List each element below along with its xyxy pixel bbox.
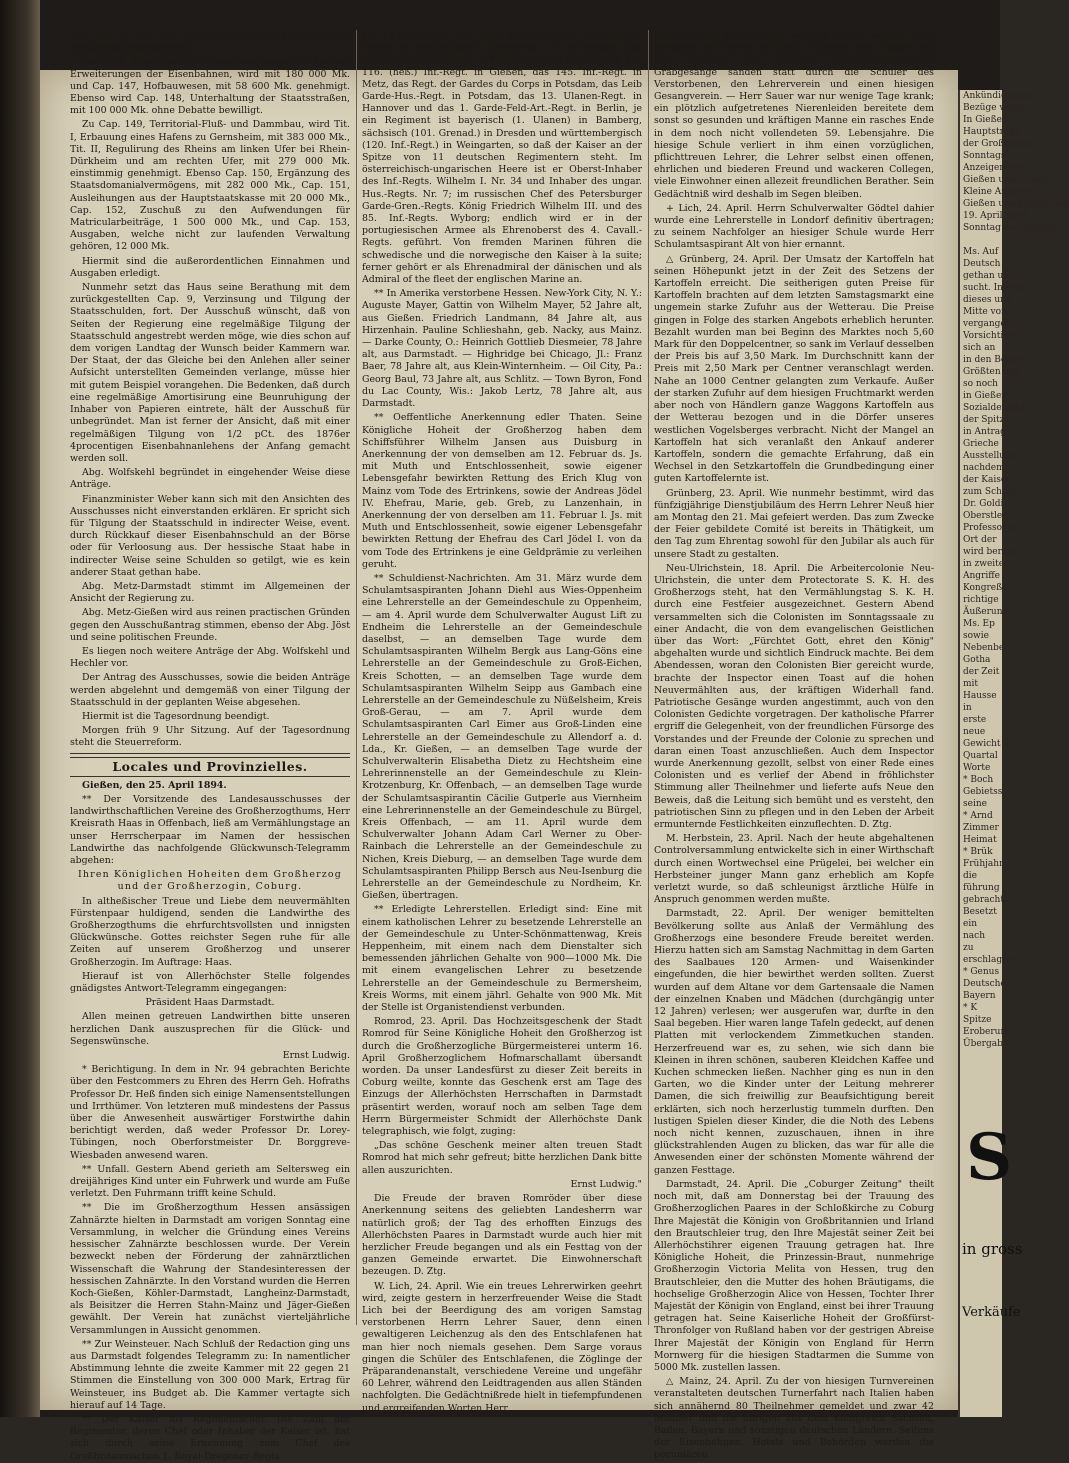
- paragraph: Es liegen noch weitere Anträge der Abg. Wolfskehl und Hechler vor.: [70, 645, 350, 670]
- adjacent-page-fragment: Übergabe: [963, 1039, 1009, 1049]
- paragraph: ** Zur Weinsteuer. Nach Schluß der Redaction ging uns aus Darmstadt folgendes Telegramm zu: In namentlicher Abstimmung lehnte die zweite Kammer mit 22 gegen 21 Stimmen die Einstellung von 300 000 Mark, Ertrag für Weinsteuer, ins Budget ab. Die Kammer vertagte sich hierauf auf 14 Tage.: [70, 1338, 350, 1411]
- section-heading: Locales und Provinzielles.: [112, 758, 308, 774]
- adjacent-page-fragment: Kleine Anzeigen: [963, 187, 1037, 197]
- adjacent-page-fragment: Nebenbei: [963, 643, 1008, 653]
- section-rule: [70, 753, 350, 758]
- paragraph: Der Antrag des Ausschusses, sowie die beiden Anträge werden abgelehnt und demgemäß von einer Tilgung der Staatsschuld in der geplanten Weise abgesehen.: [70, 672, 350, 708]
- adjacent-page-fragment: [960, 234, 1002, 246]
- adjacent-page-fragment: seine: [963, 799, 987, 809]
- adjacent-page-fragment: Kongreß: [963, 583, 1003, 593]
- adjacent-page-fragment: Heimat: [963, 835, 997, 845]
- binding-fold: [0, 0, 40, 1417]
- paragraph: ** In Amerika verstorbene Hessen. New-York City, N. Y.: Auguste Mayer, Gattin von Wilhelm Mayer, 52 Jahre alt, aus Gießen. Friedrich Landmann, 84 Jahre alt, aus Hirzenhain. Pauline Schlieshahn, geb. Nacky, aus Mainz. — Darke County, O.: Heinrich Gottlieb Diesmeier, 78 Jahre alt, aus Darmstadt. — Highridge bei Chicago, Jl.: Franz Baer, 78 Jahre alt, aus Klein-Winternheim. — Oil City, Pa.: Georg Baul, 73 Jahre alt, aus Schlitz. — Town Byron, Fond du Lac County, Wis.: Jakob Lertz, 78 Jahre alt, aus Darmstadt.: [362, 288, 642, 410]
- adjacent-page-fragment: in: [963, 703, 972, 713]
- paragraph: Zu Cap. 149, Territorial-Fluß- und Dammbau, wird Tit. I, Erbauung eines Hafens zu Gernsheim, mit 383 000 Mk., Tit. II, Regulirung des Rheins am linken Ufer bei Rhein-Dürkheim und am rechten Ufer, mit 279 000 Mk. einstimmig genehmigt. Ebenso Cap. 150, Ergänzung des Staatsdomanialvermögens, mit 282 000 Mk., Cap. 151, Ausleihungen aus der Hauptstaatskasse mit 20 000 Mk., Cap. 152, Zuschuß zu den Aufwendungen für Matricularbeiträge, 1 500 000 Mk., und Cap. 153, Ausgaben, welche nicht zur laufenden Verwaltung gehören, 12 000 Mk.: [70, 119, 350, 253]
- adjacent-page-fragment: in zweiter: [963, 559, 1009, 569]
- adjacent-page-fragment: nach: [963, 931, 985, 941]
- adjacent-page-fragment: Deutschen: [963, 979, 1012, 989]
- adjacent-page-fragment: vergangenen: [963, 319, 1023, 329]
- adjacent-page-fragment: neue: [963, 727, 986, 737]
- adjacent-page-fragment: in Antrag: [963, 427, 1006, 437]
- paragraph: * Berichtigung. In dem in Nr. 94 gebrachten Berichte über den Festcommers zu Ehren des Herrn Geh. Hofraths Professor Dr. Heß finden sich einige Namensentstellungen und Irrthümer. Von letzteren muß mindestens der Passus über die Anwesenheit auswärtiger Forstwirthe dahin berichtigt werden, daß weder Professor Dr. Lorey-Tübingen, noch Oberforstmeister Dr. Borggreve-Wiesbaden anwesend waren.: [70, 1064, 350, 1161]
- adjacent-page-fragment: Gotha: [963, 655, 991, 665]
- adjacent-page-fragment: Anzeigen von: [963, 163, 1025, 173]
- paragraph: Erk, Tit. 4 des Cap. von der Berathung abzusetzen, einstimmig angenommen.: [70, 30, 350, 54]
- adjacent-page-fragment: Äußerung: [963, 607, 1009, 617]
- adjacent-page-fragment: Sonntags: [963, 151, 1006, 161]
- adjacent-page-fragment: Ms. Ep: [963, 619, 995, 629]
- adjacent-page-edge: [958, 90, 1069, 1417]
- paragraph: Cap. 146, Vorzügliche Geländeerwerbungen für spätere Erweiterungen der Eisenbahnen, wird mit 180 000 Mk. und Cap. 147, Hofbauwesen, mit 58 600 Mk. genehmigt. Ebenso wird Cap. 148, Unterhaltung der Staatsstraßen, mit 100 000 Mk. ohne Debatte bewilligt.: [70, 56, 350, 117]
- paragraph: W. Lich, 24. April. Wie ein treues Lehrerwirken geehrt wird, zeigte gestern in herzerfreuender Weise die Stadt Lich bei der Beerdigung des am vorigen Samstag verstorbenen Herrn Lehrer Sauer, denn einen gewaltigeren Leichenzug als den des Entschlafenen hat man hier noch niemals gesehen. Dem Sarge voraus gingen die Schüler des Entschlafenen, die Zöglinge der Präparandenanstalt, verschiedene Vereine und ungefähr 60 Lehrer, während den Leidtragenden aus allen Ständen nachfolgten. Die Gedächtnißrede hielt in tiefempfundenen und ergreifenden Worten Herr: [362, 1280, 642, 1414]
- adjacent-page-fragment: Deutsch: [963, 259, 1001, 269]
- adjacent-page-fragment: ein: [963, 919, 978, 929]
- adjacent-page-fragment: Mitte von: [963, 307, 1007, 317]
- adjacent-page-fragment: in den Bezirk: [963, 355, 1024, 365]
- adjacent-page-fragment: Bayern: [963, 991, 996, 1001]
- adjacent-page-fragment: Hausse: [963, 691, 997, 701]
- ad-text: Verkäufe: [962, 1305, 1021, 1320]
- adjacent-page-fragment: In Gießen: [963, 115, 1008, 125]
- paragraph: ** Oeffentliche Anerkennung edler Thaten. Seine Königliche Hoheit der Großherzog haben dem Schiffsführer Wilhelm Jansen aus Duisburg in Anerkennung der von demselben am 12. Februar ds. Js. mit Muth und Entschlossenheit, sowie eigener Lebensgefahr bewirkten Rettung des Erich Klug von Mainz vom Tode des Ertrinkens, sowie der Andreas Jödel IV. Ehefrau, Marie, geb. Greb, zu Lanzenhain, in Anerkennung der von derselben am 11. Februar l. Js. mit Muth und Entschlossenheit, sowie eigener Lebensgefahr bewirkten Rettung der Ehefrau des Carl Jödel I. von da vom Tode des Ertrinkens je eine Geldprämie zu verleihen geruht.: [362, 412, 642, 570]
- paragraph: △ Grünberg, 24. April. Der Umsatz der Kartoffeln hat seinen Höhepunkt jetzt in der Zeit des Setzens der Kartoffeln erreicht. Die seitherigen guten Preise für Kartoffeln brachten auf dem letzten Samstagsmarkt eine ungemein starke Zufuhr aus der Wetterau. Die Preise gingen in Folge des starken Angebots erheblich herunter. Bezahlt wurden man bei Beginn des Marktes noch 5,60 Mark für den Doppelcentner, so sank im Verlauf desselben der Preis bis auf 3,50 Mark. Im Durchschnitt kann der Preis mit 2,50 Mark per Centner veranschlagt werden. Nahe an 1000 Centner gelangten zum Verkaufe. Außer der starken Zufuhr auf dem hiesigen Fruchtmarkt werden aber noch von Händlern ganze Waggons Kartoffeln aus der Wetterau bezogen und in die Dörfer unseres westlichen Vogelsberges verbracht. Nicht der Mangel an Kartoffeln hat sich veranlaßt den Ankauf anderer Kartoffeln, sondern die gemachte Erfahrung, daß ein Wechsel in den Setzkartoffeln die Grundbedingung einer guten Kartoffelernte ist.: [654, 253, 934, 485]
- adjacent-page-fragment: Gießen und Umgebung: [963, 199, 1069, 209]
- adjacent-page-fragment: Ms. Auf: [963, 247, 999, 257]
- paragraph: △ Mainz, 24. April. Zu der von hiesigen Turnvereinen veranstalteten deutschen Turnerfahrt nach Italien haben sich annähernd 80 Theilnehmer gemeldet und zwar 42 Mainzer und die übrigen aus dem Königreich Sachsen, Baden, Bayern und sonstigen deutschen Ländern. Seitens der Eisenbahnen, Hotels und Behörden werden die pecuniären: [654, 1376, 934, 1461]
- adjacent-page-fragment: Quartal: [963, 751, 998, 761]
- signature: Ernst Ludwig.": [570, 1178, 642, 1190]
- adjacent-page-fragment: Vorsichtige: [963, 331, 1015, 341]
- adjacent-page-fragment: sich an: [963, 343, 996, 353]
- section-rule: [70, 776, 350, 777]
- adjacent-page-fragment: Spitze: [963, 1015, 992, 1025]
- adjacent-page-fragment: * Arnd: [963, 811, 993, 821]
- adjacent-page-fragment: Sozialdemokr.: [963, 403, 1028, 413]
- adjacent-page-fragment: Oberstleut.: [963, 511, 1015, 521]
- adjacent-page-fragment: führung: [963, 883, 1000, 893]
- paragraph: auf 17 gesteigert. Von ihnen gehören 8 der preußischen Armee an, nämlich das 1. Garderegt. z. F. in Potsdam, das 110. (bad.) Gren.-Regt. in Mannheim und Heidelberg, das 116. (heß.) Inf.-Regt. in Gießen, das 145. Inf.-Regt. in Metz, das Regt. der Gardes du Corps in Potsdam, das Leib Garde-Hus.-Regt. in Potsdam, das 13. Ulanen-Regt. in Hannover und das 1. Garde-Feld-Art.-Regt. in Berlin, je ein Regiment ist bayerisch (1. Ulanen) in Bamberg, sächsisch (101. Grenad.) in Dresden und württembergisch (120. Inf.-Regt.) in Weingarten, so daß der Kaiser an der Spitze von 11 deutschen Regimentern steht. Im österreichisch-ungarischen Heere ist er Oberst-Inhaber des Inf.-Regts. Wilhelm I. Nr. 34 und Inhaber des ungar. Hus.-Regts. Nr. 7; im russischen Chef des Petersburger Garde-Gren.-Regts. König Friedrich Wilhelm III. und des 85. Inf.-Regts. Wyborg; endlich wird er in der portugiesischen Armee als Ehrenoberst des 4. Cavall.-Regts. geführt. Von fremden Marinen führen die schwedische und die norwegische den Kaiser à la suite; ferner gehört er als Ehrenadmiral der dänischen und als Admiral of the fleet der englischen Marine an.: [362, 30, 642, 286]
- paragraph: Romrod, 23. April. Das Hochzeitsgeschenk der Stadt Romrod für Seine Königliche Hoheit den Großherzog ist durch die Großherzogliche Bürgermeisterei unterm 16. April Großherzoglichem Hofmarschallamt übersandt worden. Da unser Landesfürst zu dieser Zeit bereits in Coburg weilte, konnte das Geschenk erst am Tage des Einzugs der Allerhöchsten Herrschaften in Darmstadt präsentirt werden, worauf noch am selben Tage dem Herrn Bürgermeister Schmidt der Allerhöchste Dank telegraphisch, wie folgt, zuging:: [362, 1016, 642, 1138]
- adjacent-page-fragment: zu: [963, 943, 974, 953]
- adjacent-page-fragment: erste: [963, 715, 987, 725]
- paragraph: Finanzminister Weber kann sich mit den Ansichten des Ausschusses nicht einverstanden erklären. Er spricht sich für Tilgung der Staatsschuld in indirecter Weise, event. durch Rückkauf dieser Eisenbahnschuld an der Börse oder für Verloosung aus. Der hessische Staat habe in indirecter Weise seine Schulden so getilgt, wie es kein anderer Staat gethan habe.: [70, 493, 350, 578]
- paragraph: M. Herbstein, 23. April. Nach der heute abgehaltenen Controlversammlung entwickelte sich in einer Wirthschaft durch einen Wortwechsel eine Prügelei, bei welcher ein Herbsteiner junger Mann ganz erheblich am Kopfe verletzt wurde, so daß schleunigst ärztliche Hülfe in Anspruch genommen werden mußte.: [654, 833, 934, 906]
- paragraph: ** Unfall. Gestern Abend gerieth am Seltersweg ein dreijähriges Kind unter ein Fuhrwerk und wurde am Fuße verletzt. Den Fuhrmann trifft keine Schuld.: [70, 1163, 350, 1200]
- adjacent-page-fragment: Worte: [963, 763, 991, 773]
- adjacent-page-fragment: Bezüge werden: [963, 103, 1034, 113]
- adjacent-page-fragment: die: [963, 871, 977, 881]
- adjacent-page-fragment: * Boch: [963, 775, 994, 785]
- adjacent-page-fragment: wird bereits: [963, 547, 1019, 557]
- adjacent-page-fragment: 19. April 1894: [963, 211, 1029, 221]
- paragraph: Die Freude der braven Romröder über diese Anerkennung seitens des geliebten Landesherrn war natürlich groß; der Tag des erhofften Einzugs des Allerhöchsten Paares in Darmstadt wurde auch hier mit herzlicher Freude begangen und als ein Festtag von der ganzen Gemeinde erwartet. Die Einwohnerschaft bezeugen. D. Ztg.: [362, 1193, 642, 1278]
- signature: Ernst Ludwig.: [282, 1050, 350, 1062]
- column-3: [654, 30, 934, 1461]
- adjacent-page-fragment: Eroberung: [963, 1027, 1013, 1037]
- telegram-address: Ihren Königlichen Hoheiten dem Großherzog und der Großherzogin, Coburg.: [78, 869, 342, 893]
- paragraph: ** Erledigte Lehrerstellen. Erledigt sind: Eine mit einem katholischen Lehrer zu besetzende Lehrerstelle an der Gemeindeschule zu Unter-Schönmattenwag, Kreis Heppenheim, mit einem nach dem Dienstalter sich bemessenden jährlichen Gehalte von 900—1000 Mk. Die mit einem evangelischen Lehrer zu besetzende Lehrerstelle an der Gemeindeschule zu Bermersheim, Kreis Worms, mit einem jährl. Gehalte von 900 Mk. Mit der Stelle ist Organistendienst verbunden.: [362, 904, 642, 1014]
- adjacent-page-fragment: mit: [963, 679, 979, 689]
- paragraph: + Lich, 24. April. Herrn Schulverwalter Gödtel dahier wurde eine Lehrerstelle in Londorf definitiv übertragen; zu seinem Nachfolger an hiesiger Schule wurde Herr Schulamtsaspirant Alt von hier ernannt.: [654, 202, 934, 251]
- paragraph: ** Die im Großherzogthum Hessen ansässigen Zahnärzte hielten in Darmstadt am vorigen Sonntag eine Versammlung, in welcher die Gründung eines Vereins hessischer Zahnärzte beschlossen wurde. Der Verein bezweckt neben der Förderung der zahnärztlichen Wissenschaft die Wahrung der Standesinteressen der hessischen Zahnärzte. In den Vorstand wurden die Herren Koch-Gießen, Köhler-Darmstadt, Langheinz-Darmstadt, als Beisitzer die Herren Stahn-Mainz und Jäger-Gießen gewählt. Der Verein hat zunächst vierteljährliche Versammlungen in Aussicht genommen.: [70, 1202, 350, 1336]
- adjacent-page-fragment: der Zeit: [963, 667, 1000, 677]
- adjacent-page-fragment: Zimmer: [963, 823, 999, 833]
- adjacent-page-fragment: zum Schutz: [963, 487, 1017, 497]
- paragraph: ** Der Vorsitzende des Landesausschusses der landwirthschaftlichen Vereine des Großherzogthums, Herr Kreisrath Haas in Offenbach, ließ am Vermählungstage an unser Herrscherpaar im Namen der hessischen Landwirthe das nachfolgende Glückwunsch-Telegramm abgehen:: [70, 793, 350, 866]
- paragraph: Nunmehr setzt das Haus seine Berathung mit dem zurückgestellten Cap. 9, Verzinsung und Tilgung der Staatsschulden, fort. Der Ausschuß wünscht, daß von Seiten der Regierung eine regelmäßige Tilgung der Staatsschuld angestrebt werden möge, wie dies schon auf dem vorigen Landtag der Wunsch beider Kammern war. Der Staat, der das Gleiche bei den Anlehen aller seiner Aufsicht unterstellten Gemeinden verlange, müsse hier mit gutem Beispiel vorangehen. Die Bedenken, daß durch eine regelmäßige Amortisirung eine Beunruhigung der Inhaber von Papieren eintrete, hält der Ausschuß für unbegründet. Man ist ferner der Ansicht, daß mit einer regelmäßigen Tilgung von 1/2 pCt. des 1876er 4procentigen Eisenbahnanlehens der Anfang gemacht werden soll.: [70, 282, 350, 464]
- paragraph: Grünberg, 23. April. Wie nunmehr bestimmt, wird das fünfzigjährige Dienstjubiläum des Herrn Lehrer Neuß hier am Montag den 21. Mai gefeiert werden. Das zum Zwecke der Feier gebildete Comité ist bereits in Thätigkeit, um den Tag zum Ehrentag sowohl für den Jubilar als auch für unsere Stadt zu gestalten.: [654, 487, 934, 560]
- paragraph: Abg. Metz-Darmstadt stimmt im Allgemeinen der Ansicht der Regierung zu.: [70, 580, 350, 605]
- adjacent-page-fragment: Angriffe: [963, 571, 1000, 581]
- adjacent-page-fragment: Besetzt: [963, 907, 997, 917]
- adjacent-page-fragment: der Spitze: [963, 415, 1010, 425]
- quotation: „Das schöne Geschenk meiner alten treuen Stadt Romrod hat mich sehr gefreut; bitte herzlichen Dank bitte allen auszurichten.: [362, 1140, 642, 1176]
- adjacent-page-fragment: Ausstellung: [963, 451, 1017, 461]
- adjacent-page-fragment: sowie: [963, 631, 989, 641]
- paragraph: ** Schuldienst-Nachrichten. Am 31. März wurde dem Schulamtsaspiranten Johann Diehl aus Wies-Oppenheim eine Lehrerstelle an der Gemeindeschule zu Oppenheim, — am 4. April wurde dem Schulverwalter August Lift zu Endheim die Lehrerstelle an der Gemeindeschule daselbst, — an demselben Tage wurde dem Schulamtsaspiranten Wilhelm Bergk aus Lang-Göns eine Lehrerstelle an der Gemeindeschule zu Groß-Eichen, Kreis Schotten, — an demselben Tage wurde dem Schulamtsaspiranten Wilhelm Seipp aus Gambach eine Lehrerstelle an der Gemeindeschule zu Nüßelsheim, Kreis Groß-Gerau, — am 7. April wurde dem Schulamtsaspiranten Carl Eimer aus Groß-Linden eine Lehrerstelle an der Gemeindeschule zu Allendorf a. d. Lda., Kr. Gießen, — an demselben Tage wurde der Schulverwalterin Elisabetha Dietz zu Hechtsheim eine Lehrerinnenstelle an der Gemeindeschule zu Klein-Krotzenburg, Kr. Offenbach, — an demselben Tage wurde der Schulamtsaspirantin Cäcilie Gutperle aus Viernheim eine Lehrerinnenstelle an der Gemeindeschule zu Bürgel, Kreis Offenbach, — am 11. April wurde dem Schulverwalter Johann Adam Carl Werner zu Ober-Rainbach die Lehrerstelle an der Gemeindeschule zu Nichen, Kreis Dieburg, — an demselben Tage wurde dem Schulamtsaspiranten Philipp Bersch aus Neu-Isenburg die Lehrerstelle an der Gemeindeschule zu Nordheim, Kr. Gießen, übertragen.: [362, 572, 642, 902]
- adjacent-page-fragment: Dr. Goldi: [963, 499, 1004, 509]
- ad-text: in gross: [962, 1240, 1023, 1258]
- adjacent-page-fragment: Frühjahr: [963, 859, 1004, 869]
- column-2: [362, 30, 642, 1414]
- adjacent-page-fragment: Professor Dr: [963, 523, 1021, 533]
- paragraph: Stiftsdechant Klingelhöffer, weitere Reden wurden noch gehalten von Herrn Schulrath Büchner aus Gießen und dem Obmann des hiesigen Bezirkslehrervereins; Grabgesänge sanden statt durch die Schüler des Verstorbenen, den Lehrerverein und einen hiesigen Gesangverein. — Herr Sauer war nur wenige Tage krank; ein plötzlich aufgetretenes Nierenleiden bereitete dem sonst so gesunden und kräftigen Manne ein rasches Ende in dem noch nicht vollendeten 59. Lebensjahre. Die hiesige Schule verliert in ihm einen vorzüglichen, pflichttreuen Lehrer, die Lehrer selbst einen offenen, ehrlichen und biederen Freund und wackeren Collegen, viele Einwohner einen allezeit freundlichen Berather. Sein Gedächtniß wird deshalb im Segen bleiben.: [654, 30, 934, 200]
- paragraph: Abg. Metz-Gießen wird aus reinen practischen Gründen gegen den Ausschußantrag stimmen, ebenso der Abg. Jöst und seine politischen Freunde.: [70, 607, 350, 643]
- adjacent-page-fragment: Größten des: [963, 367, 1020, 377]
- paragraph: Hiermit sind die außerordentlichen Einnahmen und Ausgaben erledigt.: [70, 255, 350, 279]
- adjacent-page-fragment: Gießen und Frankfurt: [963, 175, 1063, 185]
- adjacent-page-text: [960, 90, 1069, 1050]
- paragraph: Abg. Wolfskehl begründet in eingehender Weise diese Anträge.: [70, 467, 350, 491]
- paragraph: Allen meinen getreuen Landwirthen bitte unseren herzlichen Dank auszusprechen für die Glück- und Segenswünsche.: [70, 1011, 350, 1047]
- adjacent-page-fragment: Sonntag nachmittag: [963, 223, 1056, 233]
- paragraph: Neu-Ulrichstein, 18. April. Die Arbeitercolonie Neu-Ulrichstein, die unter dem Protectorate S. K. H. des Großherzogs steht, hat den Vermählungstag S. K. H. durch eine Festfeier ausgezeichnet. Gestern Abend versammelten sich die Colonisten im Sonntagssaale zu einer Andacht, die von dem evangelischen Geistlichen über das Wort: „Fürchtet Gott, ehret den König" abgehalten wurde und sichtlich Eindruck machte. Bei dem Abendessen, woran den Colonisten Bier gereicht wurde, brachte der Inspector einen Toast auf die hohen Neuvermählten aus, der kräftigen Widerhall fand. Patriotische Gesänge wurden angestimmt, auch von den Colonisten Gedichte vorgetragen. Der katholische Pfarrer ergriff die Gelegenheit, von der freundlichen Fürsorge des Vorstandes und der Freunde der Colonie zu sprechen und daran einen Toast anzuschließen. Auch dem Inspector wurde Anerkennung gezollt, selbst von einer Rede eines Colonisten und es verlief der Abend in fröhlichster Stimmung aller Theilnehmer und lieferte aufs Neue den Beweis, daß die Leitung sich bemüht und es versteht, den patriotischen Sinn zu pflegen und in den Leben der Arbeit ermunternde Festlichkeiten einzuflechten. D. Ztg.: [654, 562, 934, 830]
- telegram-address: Präsident Haas Darmstadt.: [145, 997, 275, 1009]
- column-1: [70, 30, 350, 1462]
- paragraph: Hierauf ist von Allerhöchster Stelle folgendes gnädigstes Antwort-Telegramm eingegangen:: [70, 970, 350, 995]
- column-divider: [356, 30, 357, 1325]
- adjacent-page-fragment: Grieche: [963, 439, 999, 449]
- adjacent-page-fragment: Ankündigungen: [963, 91, 1036, 101]
- adjacent-page-fragment: Ort der: [963, 535, 997, 545]
- adjacent-page-fragment: sucht. Infolge: [963, 283, 1026, 293]
- adjacent-page-fragment: so noch: [963, 379, 998, 389]
- adjacent-page-fragment: der Großherzog: [963, 139, 1036, 149]
- paragraph: Hiermit ist die Tagesordnung beendigt.: [82, 710, 270, 722]
- adjacent-page-fragment: Gebietss: [963, 787, 1003, 797]
- paragraph: Darmstadt, 22. April. Der weniger bemittelten Bevölkerung sollte aus Anlaß der Vermählung des Großherzogs eine besondere Freude bereitet werden. Hierzu hatten sich am Samstag Nachmittag in dem Garten des Saalbaues 120 Armen- und Waisenkinder eingefunden, die hier bewirthet werden sollten. Zuerst wurden auf dem Altane vor dem Gartensaale die Namen der einzelnen Knaben und Mädchen (durchgängig unter 12 Jahren) verlesen; wer ausgerufen war, durfte in den Saal begeben. Hier waren lange Tafeln gedeckt, auf denen Platten mit verlockendem Zimmetkuchen standen. Herzerfreuend war es, zu sehen, wie sich dann bie Kleinen in ihren schönen, sauberen Kleidchen Kaffee und Kuchen schmecken ließen. Nachher ging es nun in den Garten, wo die Kinder unter der Leitung mehrerer Damen, die sich freiwillig zur Beaufsichtigung bereit erklärten, sich noch herzerlustig tummeln durften. Den lustigen Spielen dieser Kinder, die die Noth des Lebens noch nicht kennen, zuzuschauen, ihnen in ihre glückstrahlenden Augen zu blicken, das war für alle die Anwesenden einer der schönsten Momente während der ganzen Festtage.: [654, 908, 934, 1176]
- adjacent-page-fragment: richtige: [963, 595, 999, 605]
- adjacent-page-fragment: nachdem: [963, 463, 1005, 473]
- adjacent-page-fragment: * Genus: [963, 967, 1000, 977]
- adjacent-page-fragment: Hauptstraße: [963, 127, 1021, 137]
- adjacent-page-fragment: der Kaiser: [963, 475, 1011, 485]
- paragraph: Morgen früh 9 Uhr Sitzung. Auf der Tagesordnung steht die Steuerreform.: [70, 725, 350, 749]
- adjacent-page-fragment: erschlagen: [963, 955, 1014, 965]
- adjacent-page-fragment: Gewicht: [963, 739, 1001, 749]
- ad-initial-letter: S: [966, 1120, 1013, 1195]
- column-divider: [648, 30, 649, 1325]
- paragraph: ** Der Kaiser als Regimentschef. Die Zahl der Regimenter, deren Chef oder Inhaber der Kaiser ist, hat sich durch seine Ernennung zum Chef des Großbritannischen 1. Royal-Dragoner-Regts.: [70, 1413, 350, 1462]
- adjacent-page-fragment: gebracht: [963, 895, 1004, 905]
- adjacent-page-fragment: * Brük: [963, 847, 993, 857]
- adjacent-page-fragment: dieses und: [963, 295, 1012, 305]
- adjacent-page-fragment: gethan und: [963, 271, 1015, 281]
- adjacent-page-fragment: in Gießen: [963, 391, 1008, 401]
- paragraph: In altheßischer Treue und Liebe dem neuvermählten Fürstenpaar huldigend, senden die Landwirthe des Großherzogthums die ehrfurchtsvollsten und innigsten Glückwünsche. Gottes reichster Segen ruhe für alle Zeiten auf unserem Großherzog und unserer Großherzogin. Im Auftrage: Haas.: [70, 895, 350, 968]
- paragraph: Darmstadt, 24. April. Die „Coburger Zeitung" theilt noch mit, daß am Donnerstag bei der Trauung des Großherzoglichen Paares in der Schloßkirche zu Coburg Ihre Majestät die Königin von Großbritannien und Irland den Brautschleier trug, den Ihre Majestät seiner Zeit bei Allerhöchstihrer eigenen Trauung getragen hat. Ihre Königliche Hoheit, die Prinzessin-Braut, nunmehrige Großherzogin Victoria Melita von Hessen, trug den Brautschleier, den die Mutter des hohen Bräutigams, die hochselige Großherzogin Alice von Hessen, Tochter Ihrer Majestät der Königin von England, einst bei ihrer Trauung getragen hat. Seine Kaiserliche Hoheit der Großfürst-Thronfolger von Rußland haben vor der gestrigen Abreise Ihrer Majestät der Königin von England für Herrn Mornwerg für die hiesigen Stadtarmen die Summe von 5000 Mk. zustellen lassen.: [654, 1178, 934, 1373]
- dateline: Gießen, den 25. April 1894.: [82, 779, 227, 791]
- adjacent-page-fragment: * K: [963, 1003, 978, 1013]
